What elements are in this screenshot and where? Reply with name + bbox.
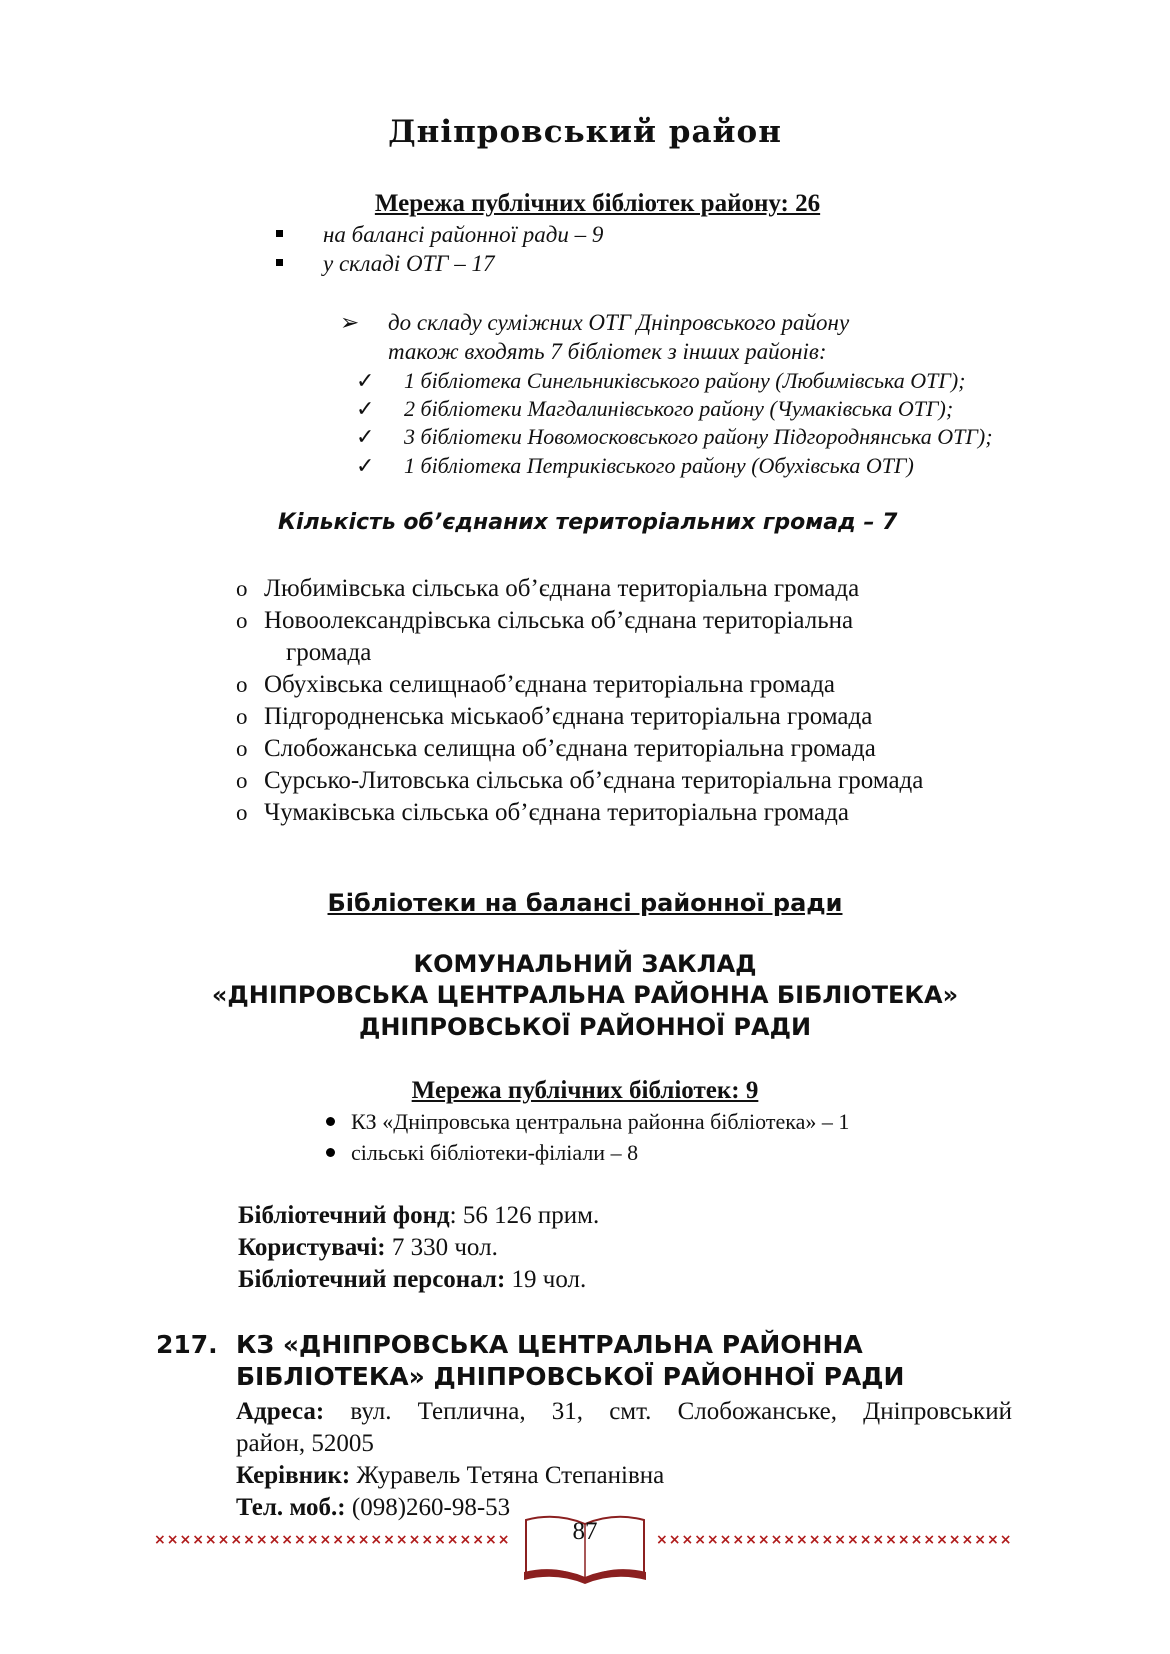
stat-fund: Бібліотечний фонд: 56 126 прим. (238, 1202, 600, 1229)
checkmark-icon: ✓ (356, 396, 375, 421)
circle-bullet-icon: o (236, 672, 248, 697)
community-item-continuation: громада (286, 639, 372, 666)
network-note: ➢ до складу суміжних ОТГ Дніпровського району також входять 7 бібліотек з інших районів: (340, 310, 850, 364)
footer-stars-right: ×××××××××××××××××××××××××××× (656, 1532, 1013, 1548)
entry-title-line: БІБЛІОТЕКА» ДНІПРОВСЬКОЇ РАЙОННОЇ РАДИ (236, 1362, 905, 1391)
entry-address-cont: район, 52005 (236, 1430, 374, 1457)
circle-bullet-icon: o (236, 736, 248, 761)
check-item: ✓ 1 бібліотека Синельниківського району (Любимівська ОТГ); (356, 368, 966, 393)
check-item: ✓ 3 бібліотеки Новомосковського району Підгороднянська ОТГ); (356, 424, 993, 449)
network-heading: Мережа публічних бібліотек району: 26 (374, 190, 821, 217)
page-title: Дніпровський район (388, 114, 782, 150)
checkmark-icon: ✓ (356, 453, 375, 478)
entry-phone: Тел. моб.: (098)260-98-53 (236, 1494, 511, 1521)
arrow-bullet-icon: ➢ (340, 310, 360, 335)
community-item: o Підгородненська міськаоб’єднана територіальна громада (236, 703, 873, 730)
check-item: ✓ 1 бібліотека Петриківського району (Обухівська ОТГ) (356, 453, 914, 478)
network2-item: сільські бібліотеки-філіали – 8 (326, 1140, 638, 1166)
circle-bullet-icon: o (236, 800, 248, 825)
circle-bullet-icon: o (236, 608, 248, 633)
network-item: у складі ОТГ – 17 (276, 251, 494, 277)
community-item: o Чумаківська сільська об’єднана територіальна громада (236, 799, 849, 826)
circle-bullet-icon: o (236, 768, 248, 793)
stat-users: Користувачі: 7 330 чол. (238, 1234, 498, 1261)
circle-bullet-icon: o (236, 576, 248, 601)
institution-name-line: КОМУНАЛЬНИЙ ЗАКЛАД (413, 950, 757, 978)
institution-name-line: «ДНІПРОВСЬКА ЦЕНТРАЛЬНА РАЙОННА БІБЛІОТЕКА» (211, 981, 959, 1009)
check-item: ✓ 2 бібліотеки Магдалинівського району (Чумаківська ОТГ); (356, 396, 954, 421)
institution-name-line: ДНІПРОВСЬКОЇ РАЙОННОЇ РАДИ (358, 1013, 812, 1041)
stat-staff: Бібліотечний персонал: 19 чол. (238, 1266, 587, 1293)
checkmark-icon: ✓ (356, 424, 375, 449)
balance-heading: Бібліотеки на балансі районної ради (327, 889, 843, 917)
community-item: o Новоолександрівська сільська об’єднана територіальна (236, 607, 854, 634)
square-bullet-icon (276, 230, 283, 237)
community-item: o Любимівська сільська об’єднана територіальна громада (236, 575, 860, 602)
footer-stars-left: ×××××××××××××××××××××××××××× (154, 1532, 511, 1548)
network2-item: КЗ «Дніпровська центральна районна бібліотека» – 1 (326, 1109, 849, 1135)
circle-bullet-icon: o (236, 704, 248, 729)
network2-heading: Мережа публічних бібліотек: 9 (411, 1077, 759, 1104)
community-item: o Слобожанська селищна об’єднана територіальна громада (236, 735, 876, 762)
square-bullet-icon (276, 259, 283, 266)
communities-heading: Кількість об’єднаних територіальних громад – 7 (278, 510, 898, 535)
network-item: на балансі районної ради – 9 (276, 222, 603, 248)
community-item: o Обухівська селищнаоб’єднана територіальна громада (236, 671, 836, 698)
dot-bullet-icon (326, 1148, 335, 1157)
entry-address: Адреса: вул. Теплична, 31, смт. Слобожанське, Дніпровський (236, 1398, 1012, 1425)
community-item: o Сурсько-Литовська сільська об’єднана територіальна громада (236, 767, 924, 794)
entry-head: Керівник: Журавель Тетяна Степанівна (236, 1462, 665, 1489)
page-number: 87 (572, 1518, 598, 1545)
entry-number: 217. (156, 1330, 218, 1359)
checkmark-icon: ✓ (356, 368, 375, 393)
dot-bullet-icon (326, 1117, 335, 1126)
entry-title-line: КЗ «ДНІПРОВСЬКА ЦЕНТРАЛЬНА РАЙОННА (236, 1330, 863, 1359)
